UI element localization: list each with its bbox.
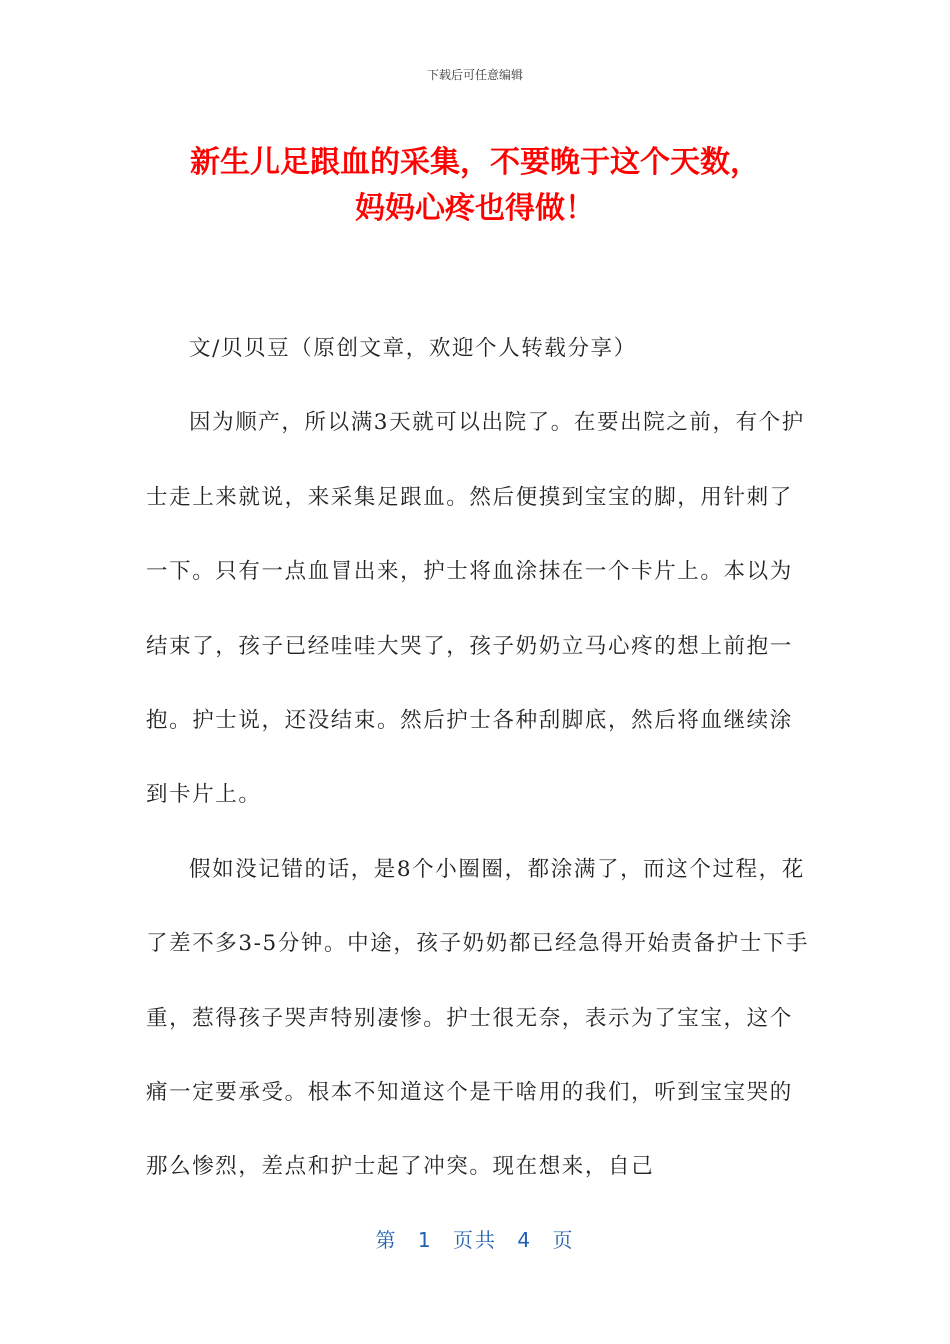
document-title [100, 140, 850, 232]
page-total-number: 4 [517, 1228, 533, 1252]
title-line-1: 新生儿足跟血的采集，不要晚于这个天数， [190, 145, 760, 180]
page-suffix: 页 [552, 1228, 575, 1252]
paragraph-byline: 文/贝贝豆（原创文章，欢迎个人转载分享） [189, 336, 637, 361]
paragraph: 假如没记错的话，是8个小圈圈，都涂满了，而这个过程，花了差不多3-5分钟。中途，孩子奶奶都已经急得开始责备护士下手重，惹得孩子哭声特别凄惨。护士很无奈，表示为了宝宝，这个痛一定要承受。根本不知道这个是干啥用的我们，听到宝宝哭的那么惨烈，差点和护士起了冲突。现在想来，自己 [146, 856, 810, 1180]
paragraph: 因为顺产，所以满3天就可以出院了。在要出院之前，有个护士走上来就说，来采集足跟血。然后便摸到宝宝的脚，用针刺了一下。只有一点血冒出来，护士将血涂抹在一个卡片上。本以为结束了，孩子已经哇哇大哭了，孩子奶奶立马心疼的想上前抱一抱。护士说，还没结束。然后护士各种刮脚底，然后将血继续涂到卡片上。 [146, 410, 805, 808]
document-body [146, 312, 812, 1205]
page-prefix: 第 [375, 1228, 398, 1252]
page-footer [0, 1224, 950, 1253]
header-note: 下载后可任意编辑 [426, 68, 523, 82]
title-line-2: 妈妈心疼也得做！ [355, 191, 595, 226]
page-current-number: 1 [417, 1228, 433, 1252]
page-middle: 页共 [453, 1228, 497, 1252]
